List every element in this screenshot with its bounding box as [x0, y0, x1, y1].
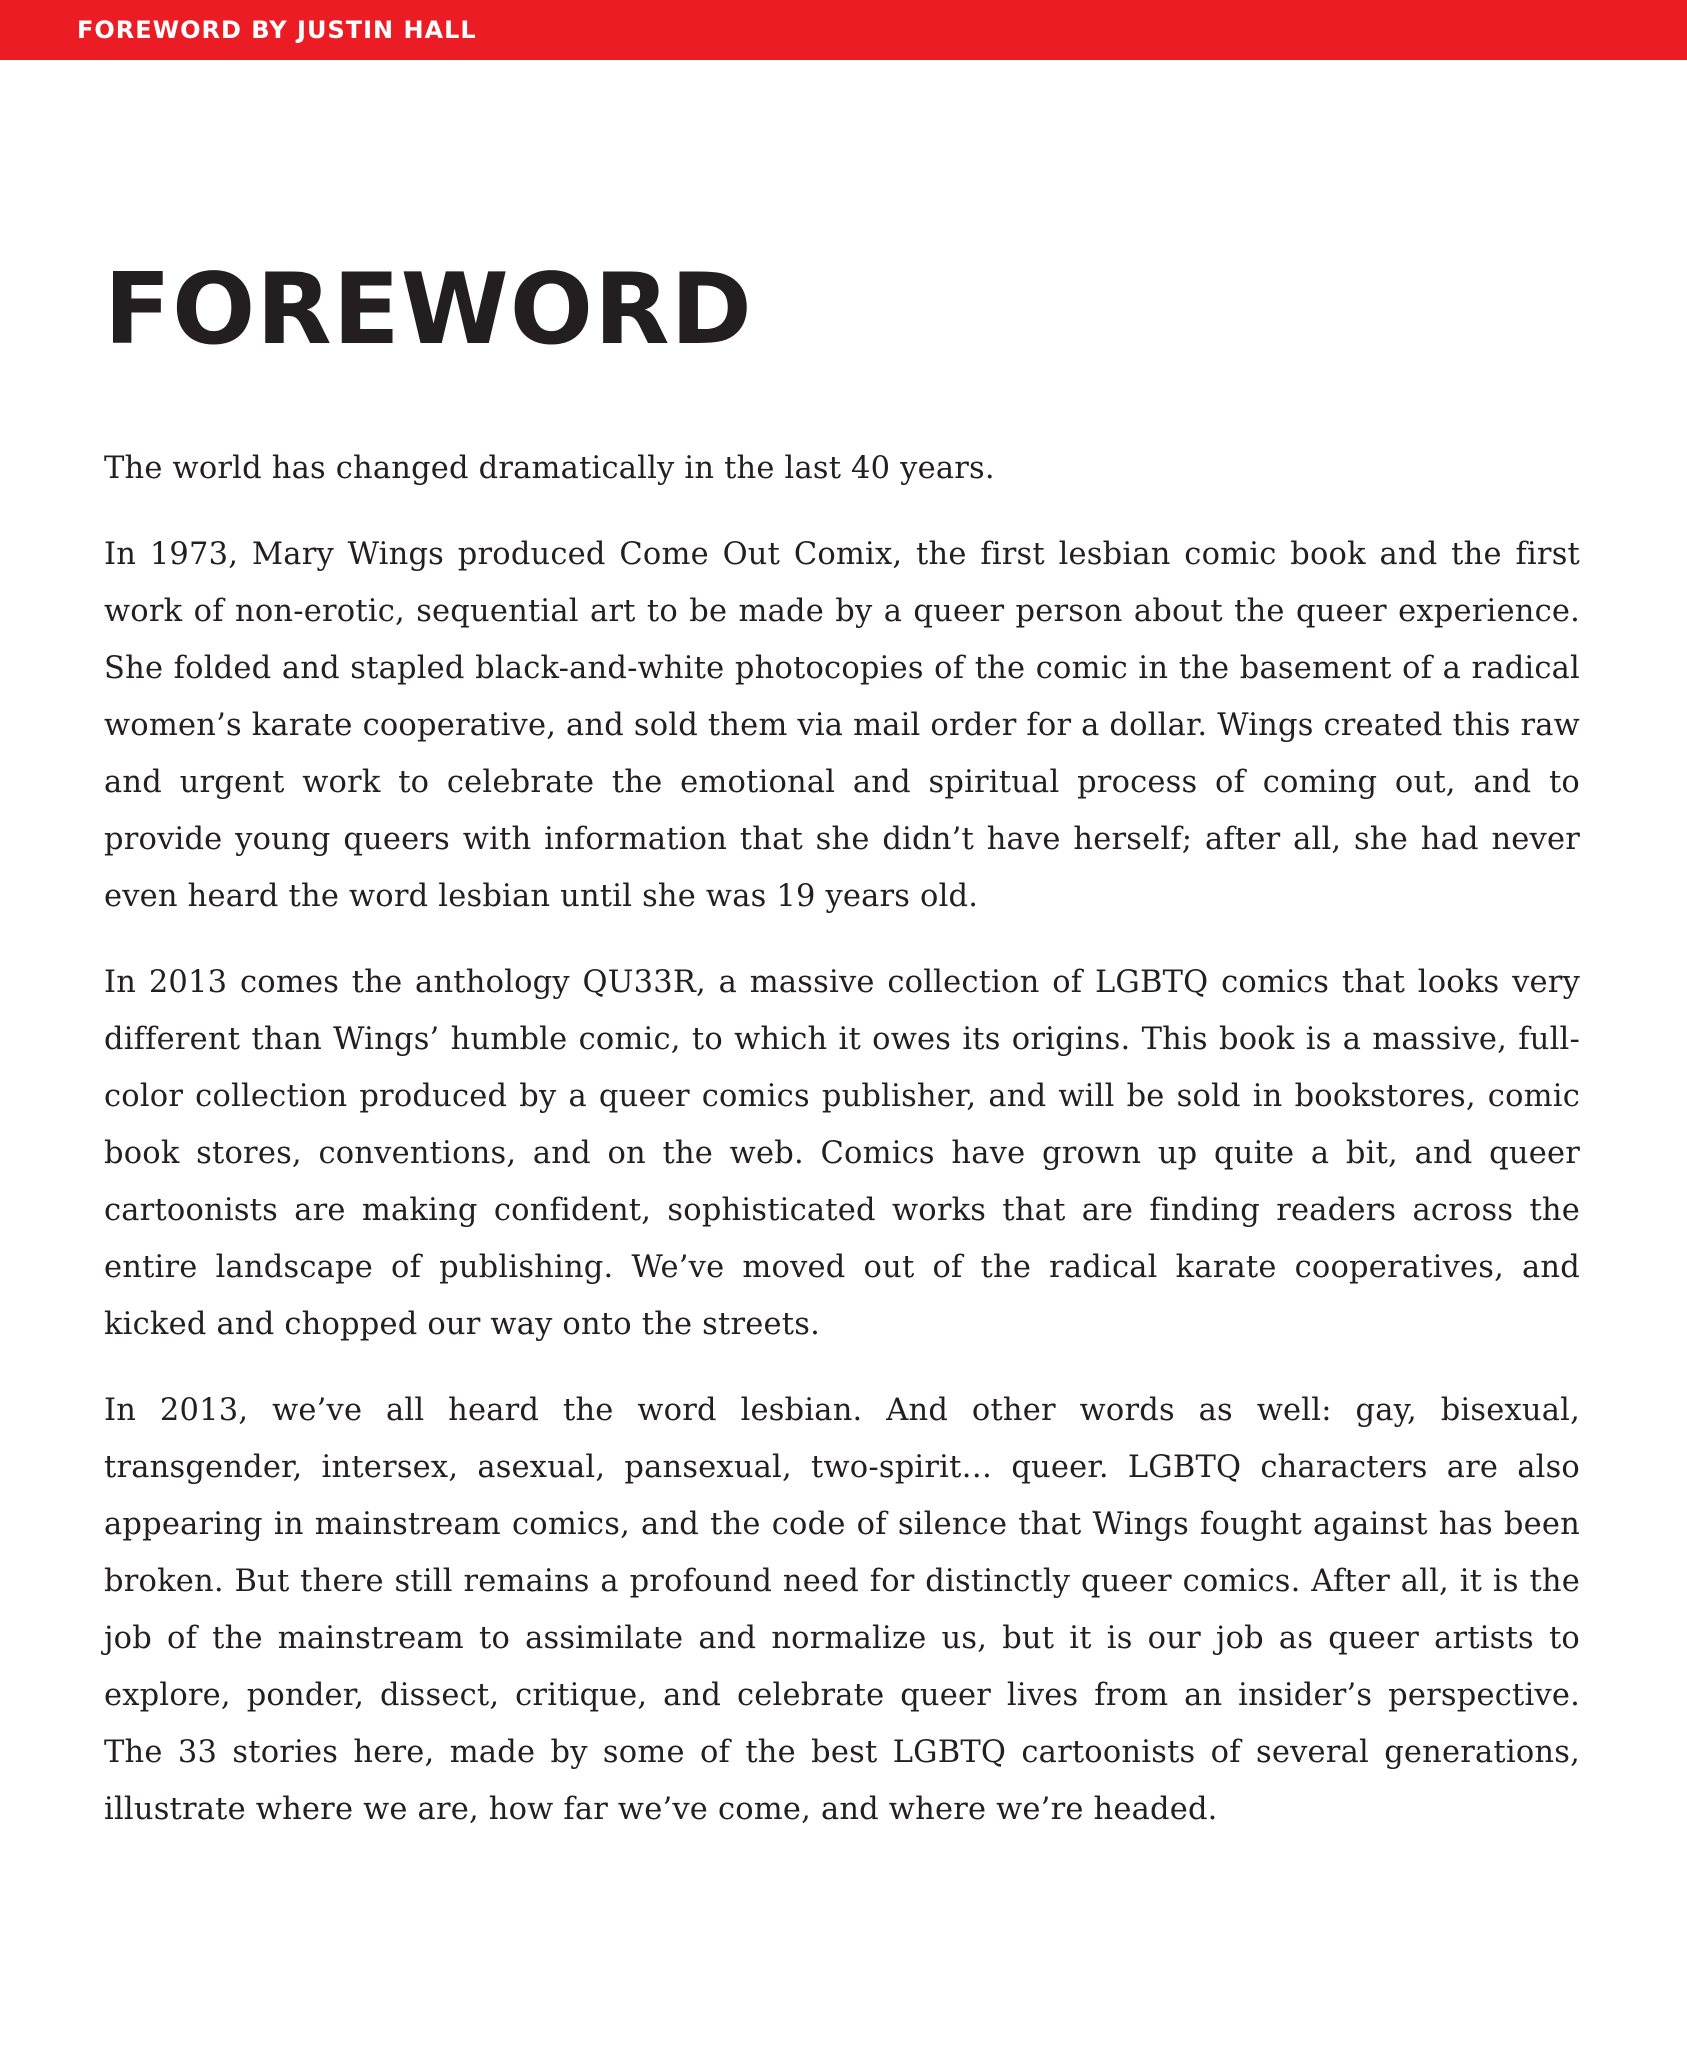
foreword-body — [104, 440, 1580, 1867]
paragraph-3: In 2013 comes the anthology QU33R, a massive collection of LGBTQ comics that looks very different than Wings’ humble comic, to which it owes its origins. This book is a massive, full-color collection produced by a queer comics publisher, and will be sold in bookstores, comic book stores, conventions, and on the web. Comics have grown up quite a bit, and queer cartoonists are making confident, sophisticated works that are finding readers across the entire landscape of publishing. We’ve moved out of the radical karate cooperatives, and kicked and chopped our way onto the streets. — [104, 965, 1580, 1342]
paragraph-2: In 1973, Mary Wings produced Come Out Comix, the first lesbian comic book and the first work of non-erotic, sequential art to be made by a queer person about the queer experience. She folded and stapled black-and-white photocopies of the comic in the basement of a radical women’s karate cooperative, and sold them via mail order for a dollar. Wings created this raw and urgent work to celebrate the emotional and spiritual process of coming out, and to provide young queers with information that she didn’t have herself; after all, she had never even heard the word lesbian until she was 19 years old. — [104, 537, 1580, 914]
paragraph-4: In 2013, we’ve all heard the word lesbian. And other words as well: gay, bisexual, transgender, intersex, asexual, pansexual, two-spirit… queer. LGBTQ characters are also appearing in mainstream comics, and the code of silence that Wings fought against has been broken. But there still remains a profound need for distinctly queer comics. After all, it is the job of the mainstream to assimilate and normalize us, but it is our job as queer artists to explore, ponder, dissect, critique, and celebrate queer lives from an insider’s perspective. The 33 stories here, made by some of the best LGBTQ cartoonists of several generations, illustrate where we are, how far we’ve come, and where we’re headed. — [104, 1393, 1580, 1827]
running-header-label: FOREWORD BY JUSTIN HALL — [77, 16, 477, 44]
running-header-bar — [0, 0, 1687, 60]
page-title: FOREWORD — [104, 253, 753, 367]
paragraph-1: The world has changed dramatically in the last 40 years. — [104, 451, 995, 486]
